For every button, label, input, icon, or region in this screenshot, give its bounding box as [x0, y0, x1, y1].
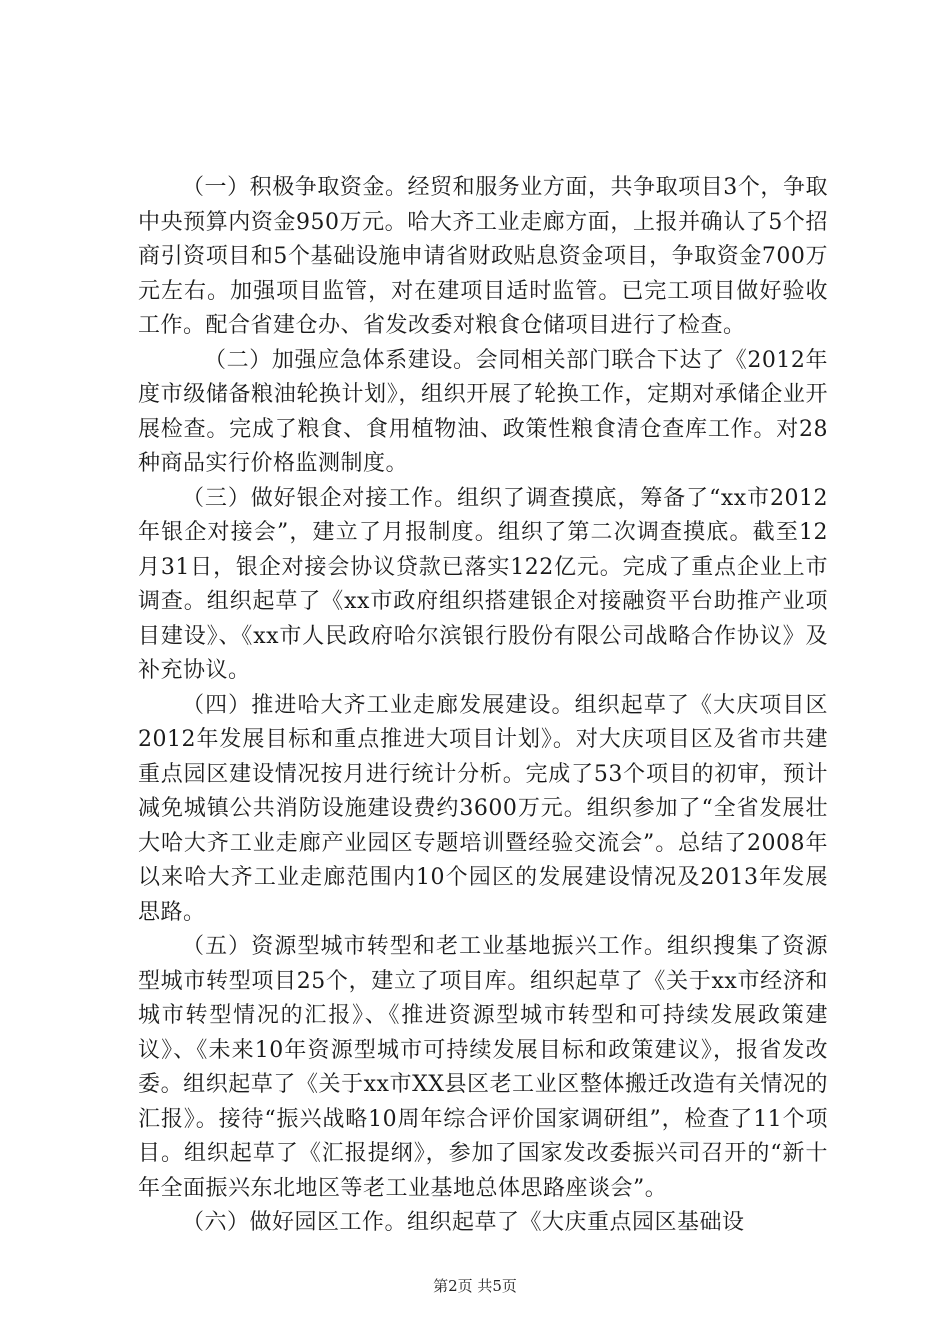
paragraph-4: （四）推进哈大齐工业走廊发展建设。组织起草了《大庆项目区2012年发展目标和重点推进大项目计划》。对大庆项目区及省市共建重点园区建设情况按月进行统计分析。完成了53个项目的初审，预计减免城镇公共消防设施建设费约3600万元。组织参加了“全省发展壮大哈大齐工业走廊产业园区专题培训暨经验交流会”。总结了2008年以来哈大齐工业走廊范围内10个园区的发展建设情况及2013年发展思路。 [138, 692, 828, 925]
page-number-footer: 第2页 共5页 [433, 1277, 517, 1295]
paragraph-5: （五）资源型城市转型和老工业基地振兴工作。组织搜集了资源型城市转型项目25个，建立了项目库。组织起草了《关于xx市经济和城市转型情况的汇报》、《推进资源型城市转型和可持续发展政策建议》、《未来10年资源型城市可持续发展目标和政策建议》，报省发改委。组织起草了《关于xx市XX县区老工业区整体搬迁改造有关情况的汇报》。接待“振兴战略10周年综合评价国家调研组”，检查了11个项目。组织起草了《汇报提纲》，参加了国家发改委振兴司召开的“新十年全面振兴东北地区等老工业基地总体思路座谈会”。 [138, 934, 828, 1201]
document-body [138, 171, 828, 1241]
paragraph-1: （一）积极争取资金。经贸和服务业方面，共争取项目3个，争取中央预算内资金950万元。哈大齐工业走廊方面，上报并确认了5个招商引资项目和5个基础设施申请省财政贴息资金项目，争取资金700万元左右。加强项目监管，对在建项目适时监管。已完工项目做好验收工作。配合省建仓办、省发改委对粮食仓储项目进行了检查。 [138, 175, 828, 338]
paragraph-6: （六）做好园区工作。组织起草了《大庆重点园区基础设 [182, 1210, 745, 1235]
paragraph-3: （三）做好银企对接工作。组织了调查摸底，筹备了“xx市2012年银企对接会”，建立了月报制度。组织了第二次调查摸底。截至12月31日，银企对接会协议贷款已落实122亿元。完成了重点企业上市调查。组织起草了《xx市政府组织搭建银企对接融资平台助推产业项目建设》、《xx市人民政府哈尔滨银行股份有限公司战略合作协议》及补充协议。 [138, 485, 828, 683]
paragraph-2: （二）加强应急体系建设。会同相关部门联合下达了《2012年度市级储备粮油轮换计划》，组织开展了轮换工作，定期对承储企业开展检查。完成了粮食、食用植物油、政策性粮食清仓查库工作。对28种商品实行价格监测制度。 [138, 347, 828, 476]
